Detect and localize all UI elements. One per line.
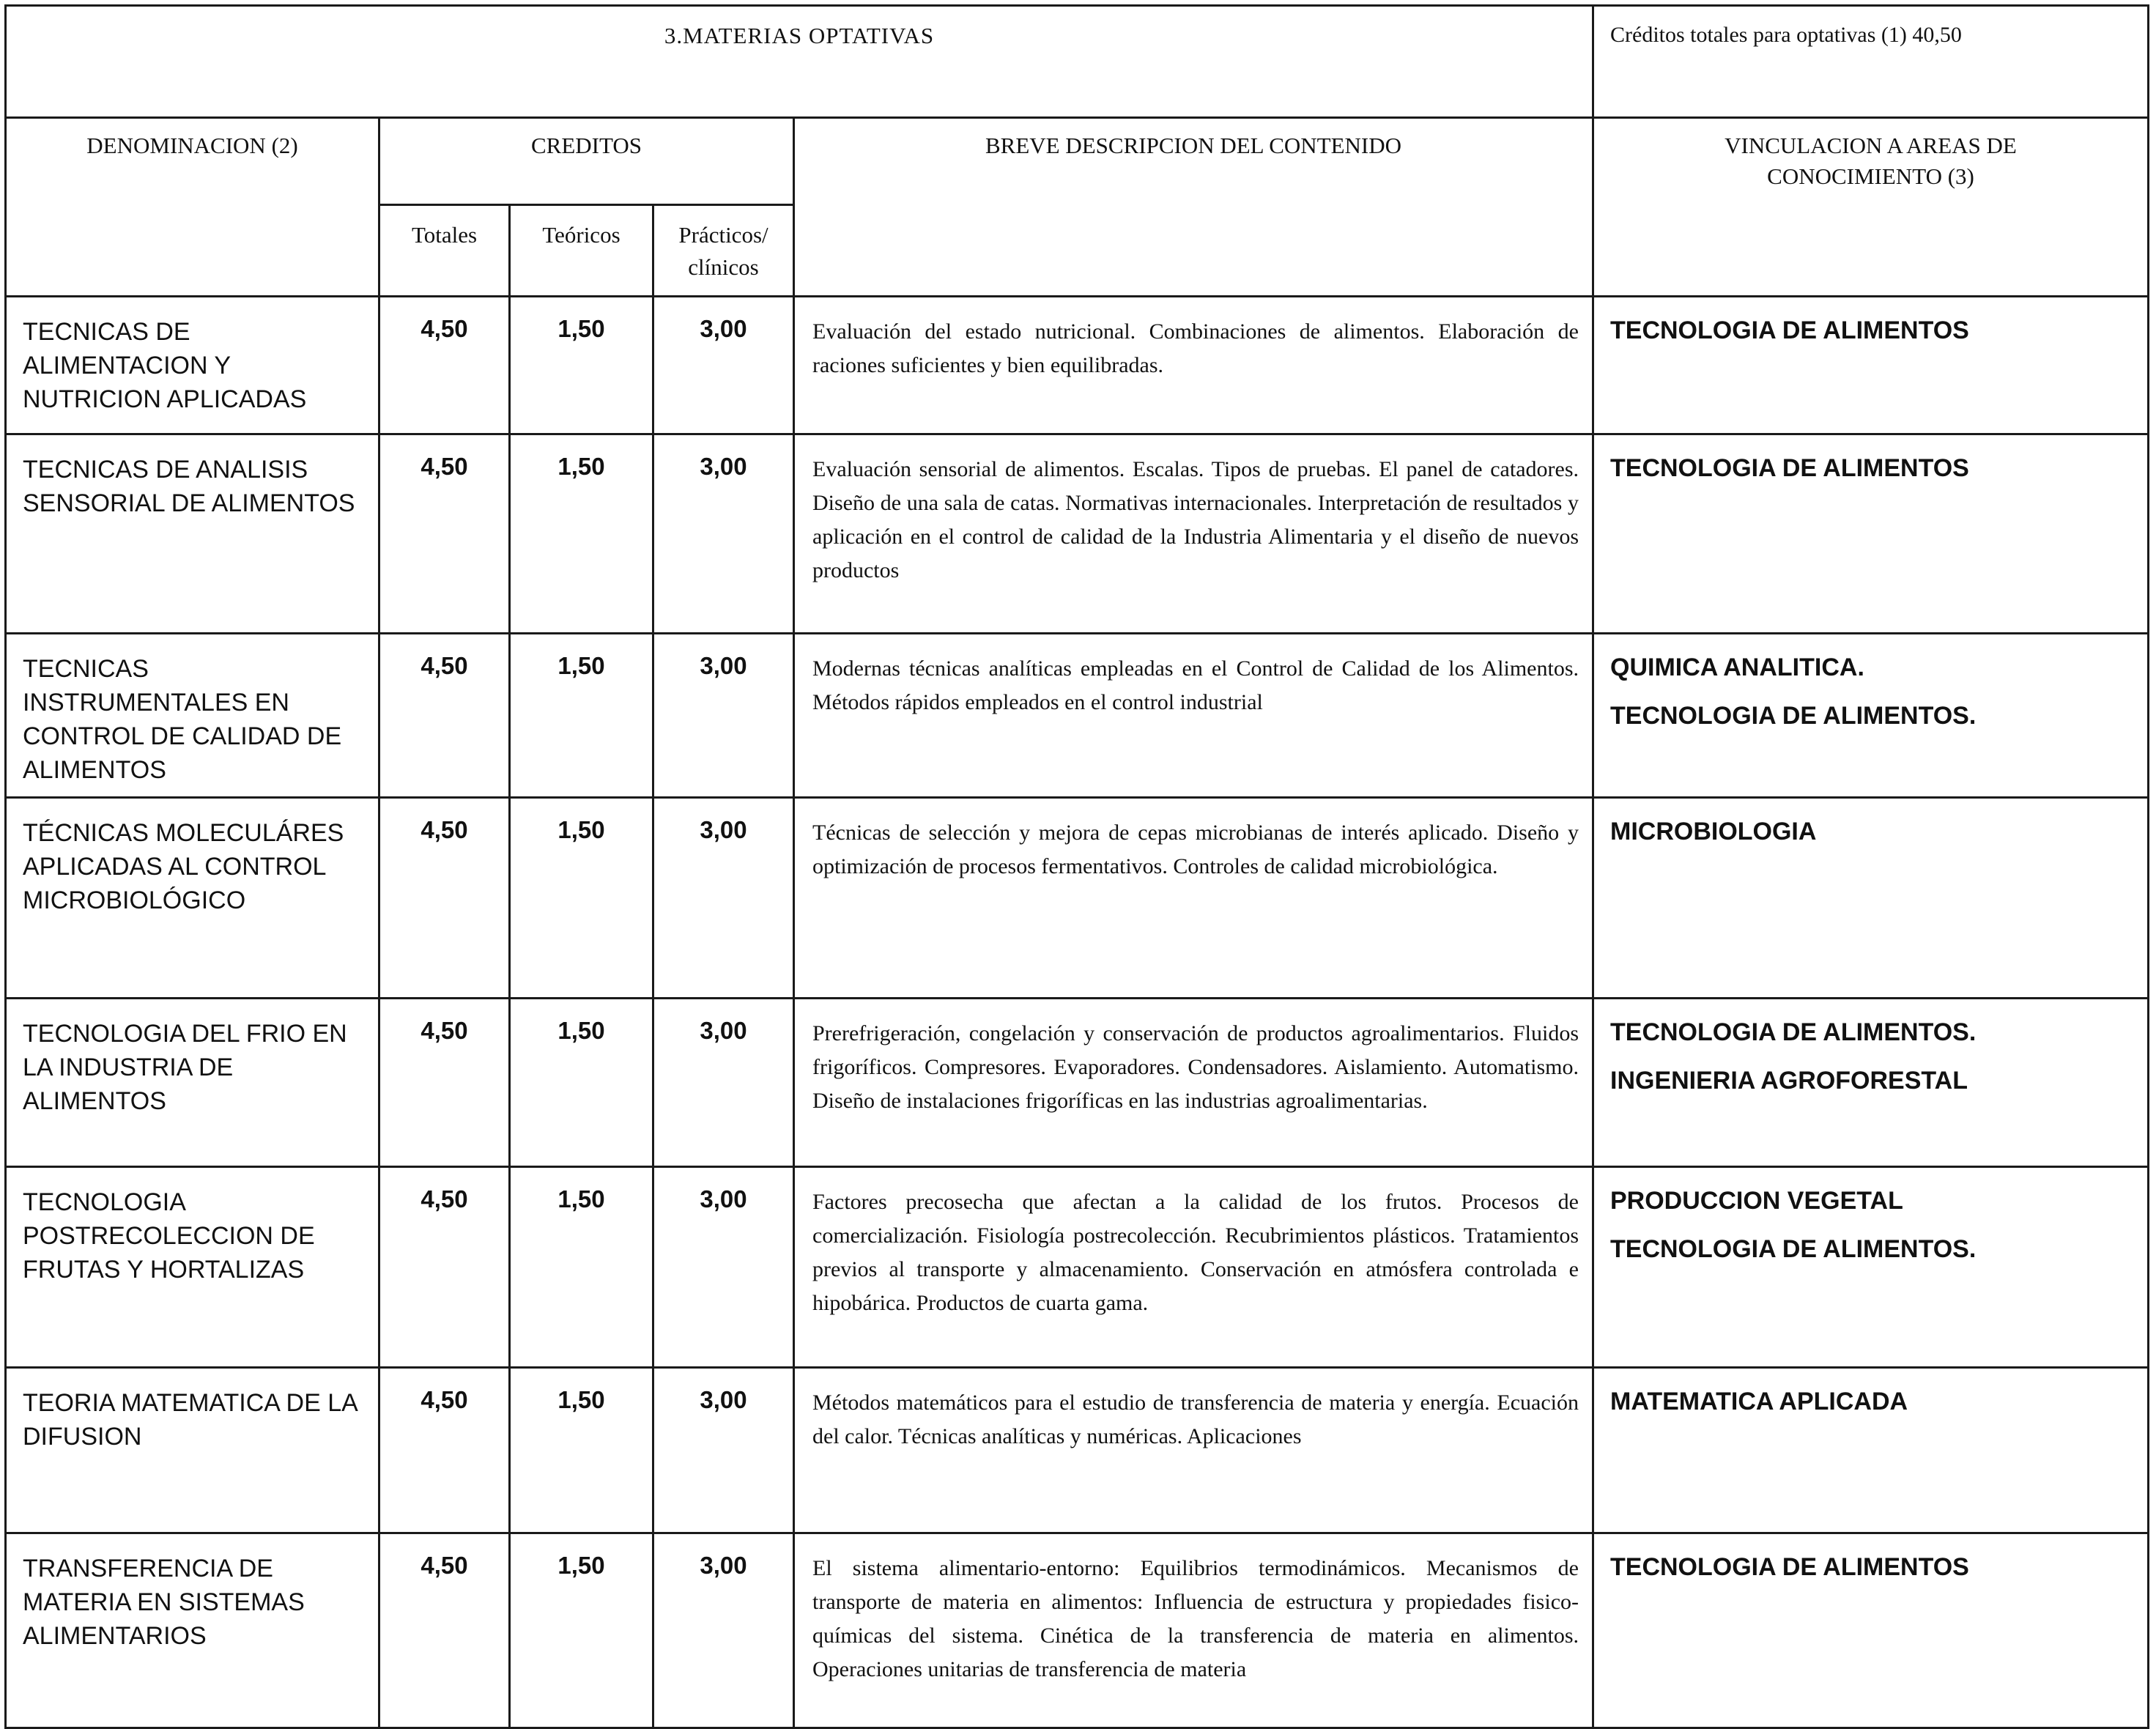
knowledge-area: INGENIERIA AGROFORESTAL <box>1610 1067 1968 1095</box>
subject-name-cell <box>6 1533 379 1728</box>
credits-totales: 4,50 <box>421 453 468 480</box>
subject-name-cell <box>6 1368 379 1533</box>
subject-description: Evaluación del estado nutricional. Combinaciones de alimentos. Elaboración de raciones suficientes y bien equilibradas. <box>812 319 1579 377</box>
credits-teoricos: 1,50 <box>557 1017 605 1044</box>
header-denominacion <box>6 118 379 297</box>
credits-teoricos: 1,50 <box>557 315 605 342</box>
credits-totales-cell <box>379 1368 510 1533</box>
credits-totales: 4,50 <box>421 1185 468 1212</box>
knowledge-area: TECNOLOGIA DE ALIMENTOS <box>1610 1553 1969 1581</box>
credits-practicos-cell <box>653 634 794 798</box>
table-row <box>6 1533 2149 1728</box>
credits-practicos-cell <box>653 297 794 434</box>
description-cell <box>794 297 1593 434</box>
credits-totales: 4,50 <box>421 816 468 843</box>
knowledge-area: TECNOLOGIA DE ALIMENTOS. <box>1610 702 1977 730</box>
credits-practicos: 3,00 <box>700 652 747 679</box>
subject-name-cell <box>6 798 379 999</box>
credits-practicos: 3,00 <box>700 1185 747 1212</box>
total-credits-cell <box>1593 6 2149 118</box>
table-title: 3.MATERIAS OPTATIVAS <box>664 23 935 48</box>
credits-practicos: 3,00 <box>700 1386 747 1413</box>
knowledge-area-cell <box>1593 297 2149 434</box>
knowledge-area: TECNOLOGIA DE ALIMENTOS <box>1610 316 1969 344</box>
credits-practicos: 3,00 <box>700 1552 747 1579</box>
credits-totales-cell <box>379 634 510 798</box>
knowledge-area: TECNOLOGIA DE ALIMENTOS. <box>1610 1235 1977 1263</box>
header-teoricos <box>510 205 653 297</box>
header-practicos <box>653 205 794 297</box>
table-row <box>6 634 2149 798</box>
credits-practicos-cell <box>653 1167 794 1368</box>
description-cell <box>794 1167 1593 1368</box>
header-denominacion-label: DENOMINACION (2) <box>86 133 298 158</box>
header-totales-label: Totales <box>411 222 478 248</box>
subject-name: TRANSFERENCIA DE MATERIA EN SISTEMAS ALIMENTARIOS <box>23 1555 305 1650</box>
header-vinculacion-label: VINCULACION A AREAS DE CONOCIMIENTO (3) <box>1725 133 2017 189</box>
credits-teoricos-cell <box>510 434 653 634</box>
knowledge-area-cell <box>1593 999 2149 1167</box>
optional-subjects-table <box>4 4 2149 1729</box>
credits-teoricos-cell <box>510 1167 653 1368</box>
credits-teoricos-cell <box>510 999 653 1167</box>
header-totales <box>379 205 510 297</box>
knowledge-area-cell <box>1593 798 2149 999</box>
table-row <box>6 798 2149 999</box>
knowledge-area-cell <box>1593 1533 2149 1728</box>
credits-teoricos: 1,50 <box>557 652 605 679</box>
credits-practicos-cell <box>653 1533 794 1728</box>
subject-description: Técnicas de selección y mejora de cepas microbianas de interés aplicado. Diseño y optimización de procesos fermentativos. Controles de calidad microbiológica. <box>812 821 1579 878</box>
credits-teoricos-cell <box>510 1368 653 1533</box>
credits-totales-cell <box>379 297 510 434</box>
header-creditos-label: CREDITOS <box>530 133 642 158</box>
credits-practicos-cell <box>653 999 794 1167</box>
knowledge-area: QUIMICA ANALITICA. <box>1610 654 1864 681</box>
header-practicos-label: Prácticos/ clínicos <box>678 222 768 280</box>
credits-practicos-cell <box>653 434 794 634</box>
total-credits-text: Créditos totales para optativas (1) 40,50 <box>1610 23 1962 47</box>
subject-name: TECNICAS INSTRUMENTALES EN CONTROL DE CALIDAD DE ALIMENTOS <box>23 655 342 784</box>
table-row <box>6 999 2149 1167</box>
description-cell <box>794 1368 1593 1533</box>
credits-practicos-cell <box>653 798 794 999</box>
subject-name-cell <box>6 634 379 798</box>
credits-totales: 4,50 <box>421 1017 468 1044</box>
subject-description: Métodos matemáticos para el estudio de transferencia de materia y energía. Ecuación del calor. Técnicas analíticas y numéricas. Aplicaciones <box>812 1391 1579 1448</box>
credits-practicos: 3,00 <box>700 816 747 843</box>
description-cell <box>794 1533 1593 1728</box>
subject-description: Evaluación sensorial de alimentos. Escalas. Tipos de pruebas. El panel de catadores. Diseño de una sala de catas. Normativas internacionales. Interpretación de resultados y aplicación en el control de calidad de la Industria Alimentaria y el diseño de nuevos productos <box>812 457 1579 582</box>
table-row <box>6 297 2149 434</box>
subject-name: TECNICAS DE ANALISIS SENSORIAL DE ALIMENTOS <box>23 456 355 517</box>
credits-totales-cell <box>379 999 510 1167</box>
knowledge-area-cell <box>1593 634 2149 798</box>
credits-totales-cell <box>379 798 510 999</box>
description-cell <box>794 634 1593 798</box>
credits-teoricos: 1,50 <box>557 453 605 480</box>
title-row <box>6 6 2149 118</box>
document-page <box>4 4 2147 1704</box>
subject-description: Modernas técnicas analíticas empleadas en el Control de Calidad de los Alimentos. Métodos rápidos empleados en el control industrial <box>812 656 1579 714</box>
subject-name-cell <box>6 434 379 634</box>
knowledge-area-cell <box>1593 1167 2149 1368</box>
credits-teoricos-cell <box>510 1533 653 1728</box>
subject-name: TÉCNICAS MOLECULÁRES APLICADAS AL CONTROL MICROBIOLÓGICO <box>23 819 344 914</box>
credits-teoricos: 1,50 <box>557 816 605 843</box>
header-teoricos-label: Teóricos <box>542 222 621 248</box>
credits-totales-cell <box>379 1533 510 1728</box>
credits-teoricos: 1,50 <box>557 1552 605 1579</box>
subject-description: Prerefrigeración, congelación y conservación de productos agroalimentarios. Fluidos frigoríficos. Compresores. Evaporadores. Condensadores. Aislamiento. Automatismo. Diseño de instalaciones frigoríficas en las industrias agroalimentarias. <box>812 1021 1579 1113</box>
subject-name-cell <box>6 999 379 1167</box>
credits-totales: 4,50 <box>421 315 468 342</box>
credits-practicos: 3,00 <box>700 453 747 480</box>
table-title-cell <box>6 6 1593 118</box>
subject-description: El sistema alimentario-entorno: Equilibrios termodinámicos. Mecanismos de transporte de materia en alimentos: Influencia de estructura y propiedades fisico-químicas del sistema. Cinética de la transferencia de materia en alimentos. Operaciones unitarias de transferencia de materia <box>812 1556 1579 1681</box>
subject-name: TECNICAS DE ALIMENTACION Y NUTRICION APLICADAS <box>23 318 307 413</box>
knowledge-area-cell <box>1593 434 2149 634</box>
table-row <box>6 434 2149 634</box>
header-descripcion-label: BREVE DESCRIPCION DEL CONTENIDO <box>985 133 1402 158</box>
column-header-row <box>6 118 2149 205</box>
credits-practicos: 3,00 <box>700 315 747 342</box>
credits-teoricos-cell <box>510 634 653 798</box>
credits-teoricos: 1,50 <box>557 1185 605 1212</box>
knowledge-area: MATEMATICA APLICADA <box>1610 1388 1908 1415</box>
credits-totales: 4,50 <box>421 1386 468 1413</box>
knowledge-area: TECNOLOGIA DE ALIMENTOS. <box>1610 1018 1977 1046</box>
header-descripcion <box>794 118 1593 297</box>
credits-practicos-cell <box>653 1368 794 1533</box>
credits-teoricos: 1,50 <box>557 1386 605 1413</box>
description-cell <box>794 999 1593 1167</box>
credits-teoricos-cell <box>510 297 653 434</box>
subject-name: TECNOLOGIA DEL FRIO EN LA INDUSTRIA DE ALIMENTOS <box>23 1020 347 1115</box>
header-creditos <box>379 118 794 205</box>
description-cell <box>794 434 1593 634</box>
subject-name-cell <box>6 1167 379 1368</box>
subject-name: TEORIA MATEMATICA DE LA DIFUSION <box>23 1389 357 1451</box>
credits-teoricos-cell <box>510 798 653 999</box>
description-cell <box>794 798 1593 999</box>
subject-name-cell <box>6 297 379 434</box>
knowledge-area: PRODUCCION VEGETAL <box>1610 1187 1903 1215</box>
credits-totales-cell <box>379 1167 510 1368</box>
subject-name: TECNOLOGIA POSTRECOLECCION DE FRUTAS Y HORTALIZAS <box>23 1188 315 1284</box>
credits-totales: 4,50 <box>421 652 468 679</box>
credits-totales-cell <box>379 434 510 634</box>
header-vinculacion <box>1593 118 2149 297</box>
credits-practicos: 3,00 <box>700 1017 747 1044</box>
knowledge-area: MICROBIOLOGIA <box>1610 818 1817 845</box>
knowledge-area: TECNOLOGIA DE ALIMENTOS <box>1610 454 1969 482</box>
knowledge-area-cell <box>1593 1368 2149 1533</box>
credits-totales: 4,50 <box>421 1552 468 1579</box>
subject-description: Factores precosecha que afectan a la calidad de los frutos. Procesos de comercialización. Fisiología postrecolección. Recubrimientos plásticos. Tratamientos previos al transporte y almacenamiento. Conservación en atmósfera controlada e hipobárica. Productos de cuarta gama. <box>812 1190 1579 1315</box>
table-row <box>6 1167 2149 1368</box>
table-row <box>6 1368 2149 1533</box>
